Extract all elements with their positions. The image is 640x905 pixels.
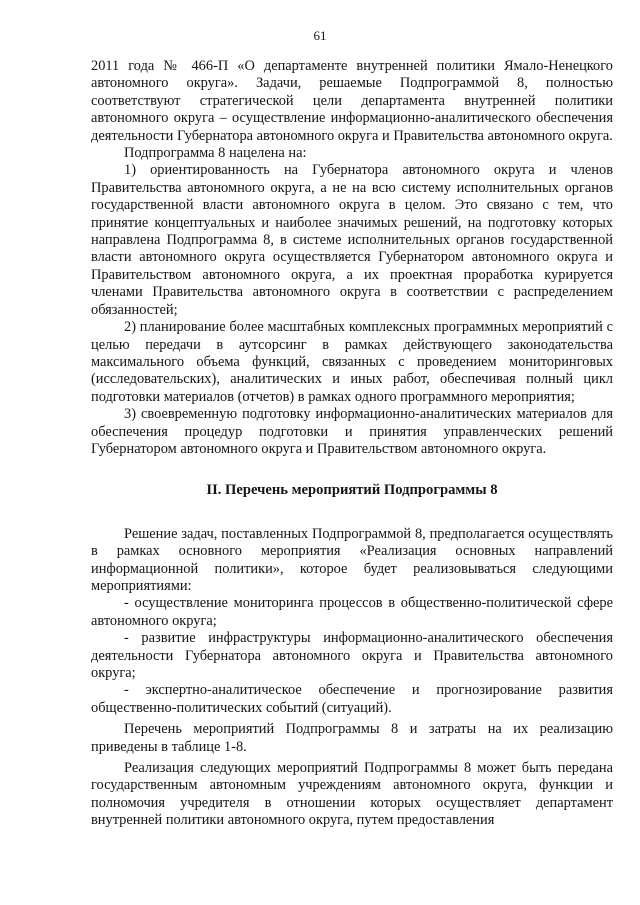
document-body (91, 58, 613, 830)
table-reference-paragraph: Перечень мероприятий Подпрограммы 8 и затраты на их реализацию приведены в таблице 1-8. (91, 721, 613, 755)
measure-item-infrastructure: - развитие инфраструктуры информационно-аналитического обеспечения деятельности Губернатора автономного округа и Правительства автономного округа; (91, 630, 613, 681)
goal-item-1: 1) ориентированность на Губернатора автономного округа и членов Правительства автономного округа, а не на всю систему исполнительных органов государственной власти автономного округа в целом. Это связано с тем, что принятие концептуальных и наиболее значимых решений, на подготовку которых направлена Подпрограмма 8, в системе исполнительных органов государственной власти автономного округа осуществляется Губернатором автономного округа и Правительством автономного округа, а их проектная проработка курируется членами Правительства автономного округа в соответствии с распределением обязанностей; (91, 162, 613, 318)
delegation-paragraph: Реализация следующих мероприятий Подпрограммы 8 может быть передана государственным автономным учреждениям автономного округа, функции и полномочия учредителя в отношении которых осуществляет департамент внутренней политики автономного округа, путем предоставления (91, 760, 613, 829)
measures-intro-paragraph: Решение задач, поставленных Подпрограммой 8, предполагается осуществлять в рамках основного мероприятия «Реализация основных направлений информационной политики», которое будет реализовываться следующими мероприятиями: (91, 525, 613, 594)
goal-item-3: 3) своевременную подготовку информационно-аналитических материалов для обеспечения процедур подготовки и принятия управленческих решений Губернатором автономного округа и Правительством автономного округа. (91, 406, 613, 457)
page-number: 61 (313, 28, 327, 43)
intro-paragraph: 2011 года № 466-П «О департаменте внутренней политики Ямало-Ненецкого автономного округа». Задачи, решаемые Подпрограммой 8, полностью соответствуют стратегической цели департамента внутренней политики автономного округа – осуществление информационно-аналитического обеспечения деятельности Губернатора автономного округа и Правительства автономного округа. (91, 58, 613, 144)
measure-item-expert-analysis: - экспертно-аналитическое обеспечение и прогнозирование развития общественно-политических событий (ситуаций). (91, 682, 613, 716)
section-heading: II. Перечень мероприятий Подпрограммы 8 (206, 482, 498, 499)
goal-item-2: 2) планирование более масштабных комплексных программных мероприятий с целью передачи в аутсорсинг в рамках действующего законодательства максимального объема функций, связанных с проведением мониторинговых (исследовательских), аналитических и иных работ, обеспечивая полный цикл подготовки материалов (отчетов) в рамках одного программного мероприятия; (91, 319, 613, 405)
subprogram-goals-lead: Подпрограмма 8 нацелена на: (124, 145, 307, 162)
measure-item-monitoring: - осуществление мониторинга процессов в общественно-политической сфере автономного округа; (91, 595, 613, 629)
